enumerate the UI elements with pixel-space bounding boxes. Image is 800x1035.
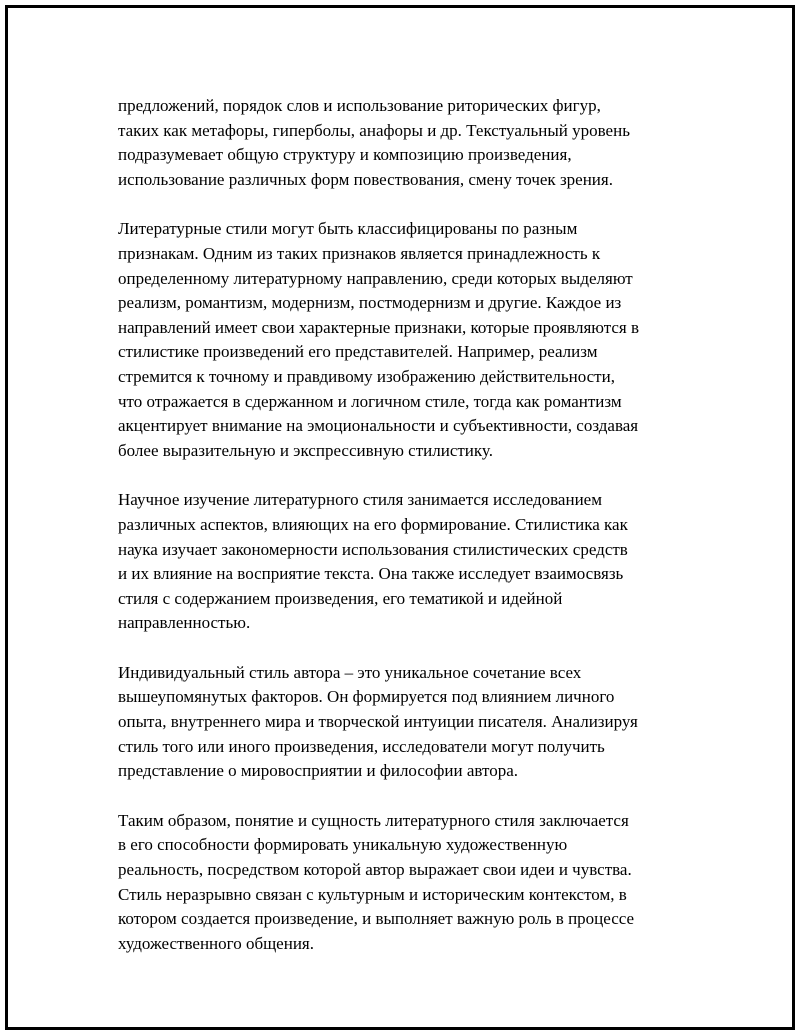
paragraph-2: Литературные стили могут быть классифицированы по разным признакам. Одним из таких признаков является принадлежность к определенному литературному направлению, среди которых выделяют реализм, романтизм, модернизм, постмодернизм и другие. Каждое из направлений имеет свои характерные признаки, которые проявляются в стилистике произведений его представителей. Например, реализм стремится к точному и правдивому изображению действительности, что отражается в сдержанном и логичном стиле, тогда как романтизм акцентирует внимание на эмоциональности и субъективности, создавая более выразительную и экспрессивную стилистику. (118, 219, 640, 460)
paragraph-5: Таким образом, понятие и сущность литературного стиля заключается в его способности формировать уникальную художественную реальность, посредством которой автор выражает свои идеи и чувства. Стиль неразрывно связан с культурным и историческим контекстом, в котором создается произведение, и выполняет важную роль в процессе художественного общения. (118, 810, 635, 953)
paragraph-4: Индивидуальный стиль автора – это уникальное сочетание всех вышеупомянутых факторов. Он формируется под влиянием личного опыта, внутреннего мира и творческой интуиции писателя. Анализируя стиль того или иного произведения, исследователи могут получить представление о мировосприятии и философии автора. (118, 662, 638, 781)
document-body (118, 94, 688, 981)
paragraph-1: предложений, порядок слов и использование риторических фигур, таких как метафоры, гиперболы, анафоры и др. Текстуальный уровень подразумевает общую структуру и композицию произведения, использование различных форм повествования, смену точек зрения. (118, 96, 630, 189)
paragraph-3: Научное изучение литературного стиля занимается исследованием различных аспектов, влияющих на его формирование. Стилистика как наука изучает закономерности использования стилистических средств и их влияние на восприятие текста. Она также исследует взаимосвязь стиля с содержанием произведения, его тематикой и идейной направленностью. (118, 490, 628, 633)
